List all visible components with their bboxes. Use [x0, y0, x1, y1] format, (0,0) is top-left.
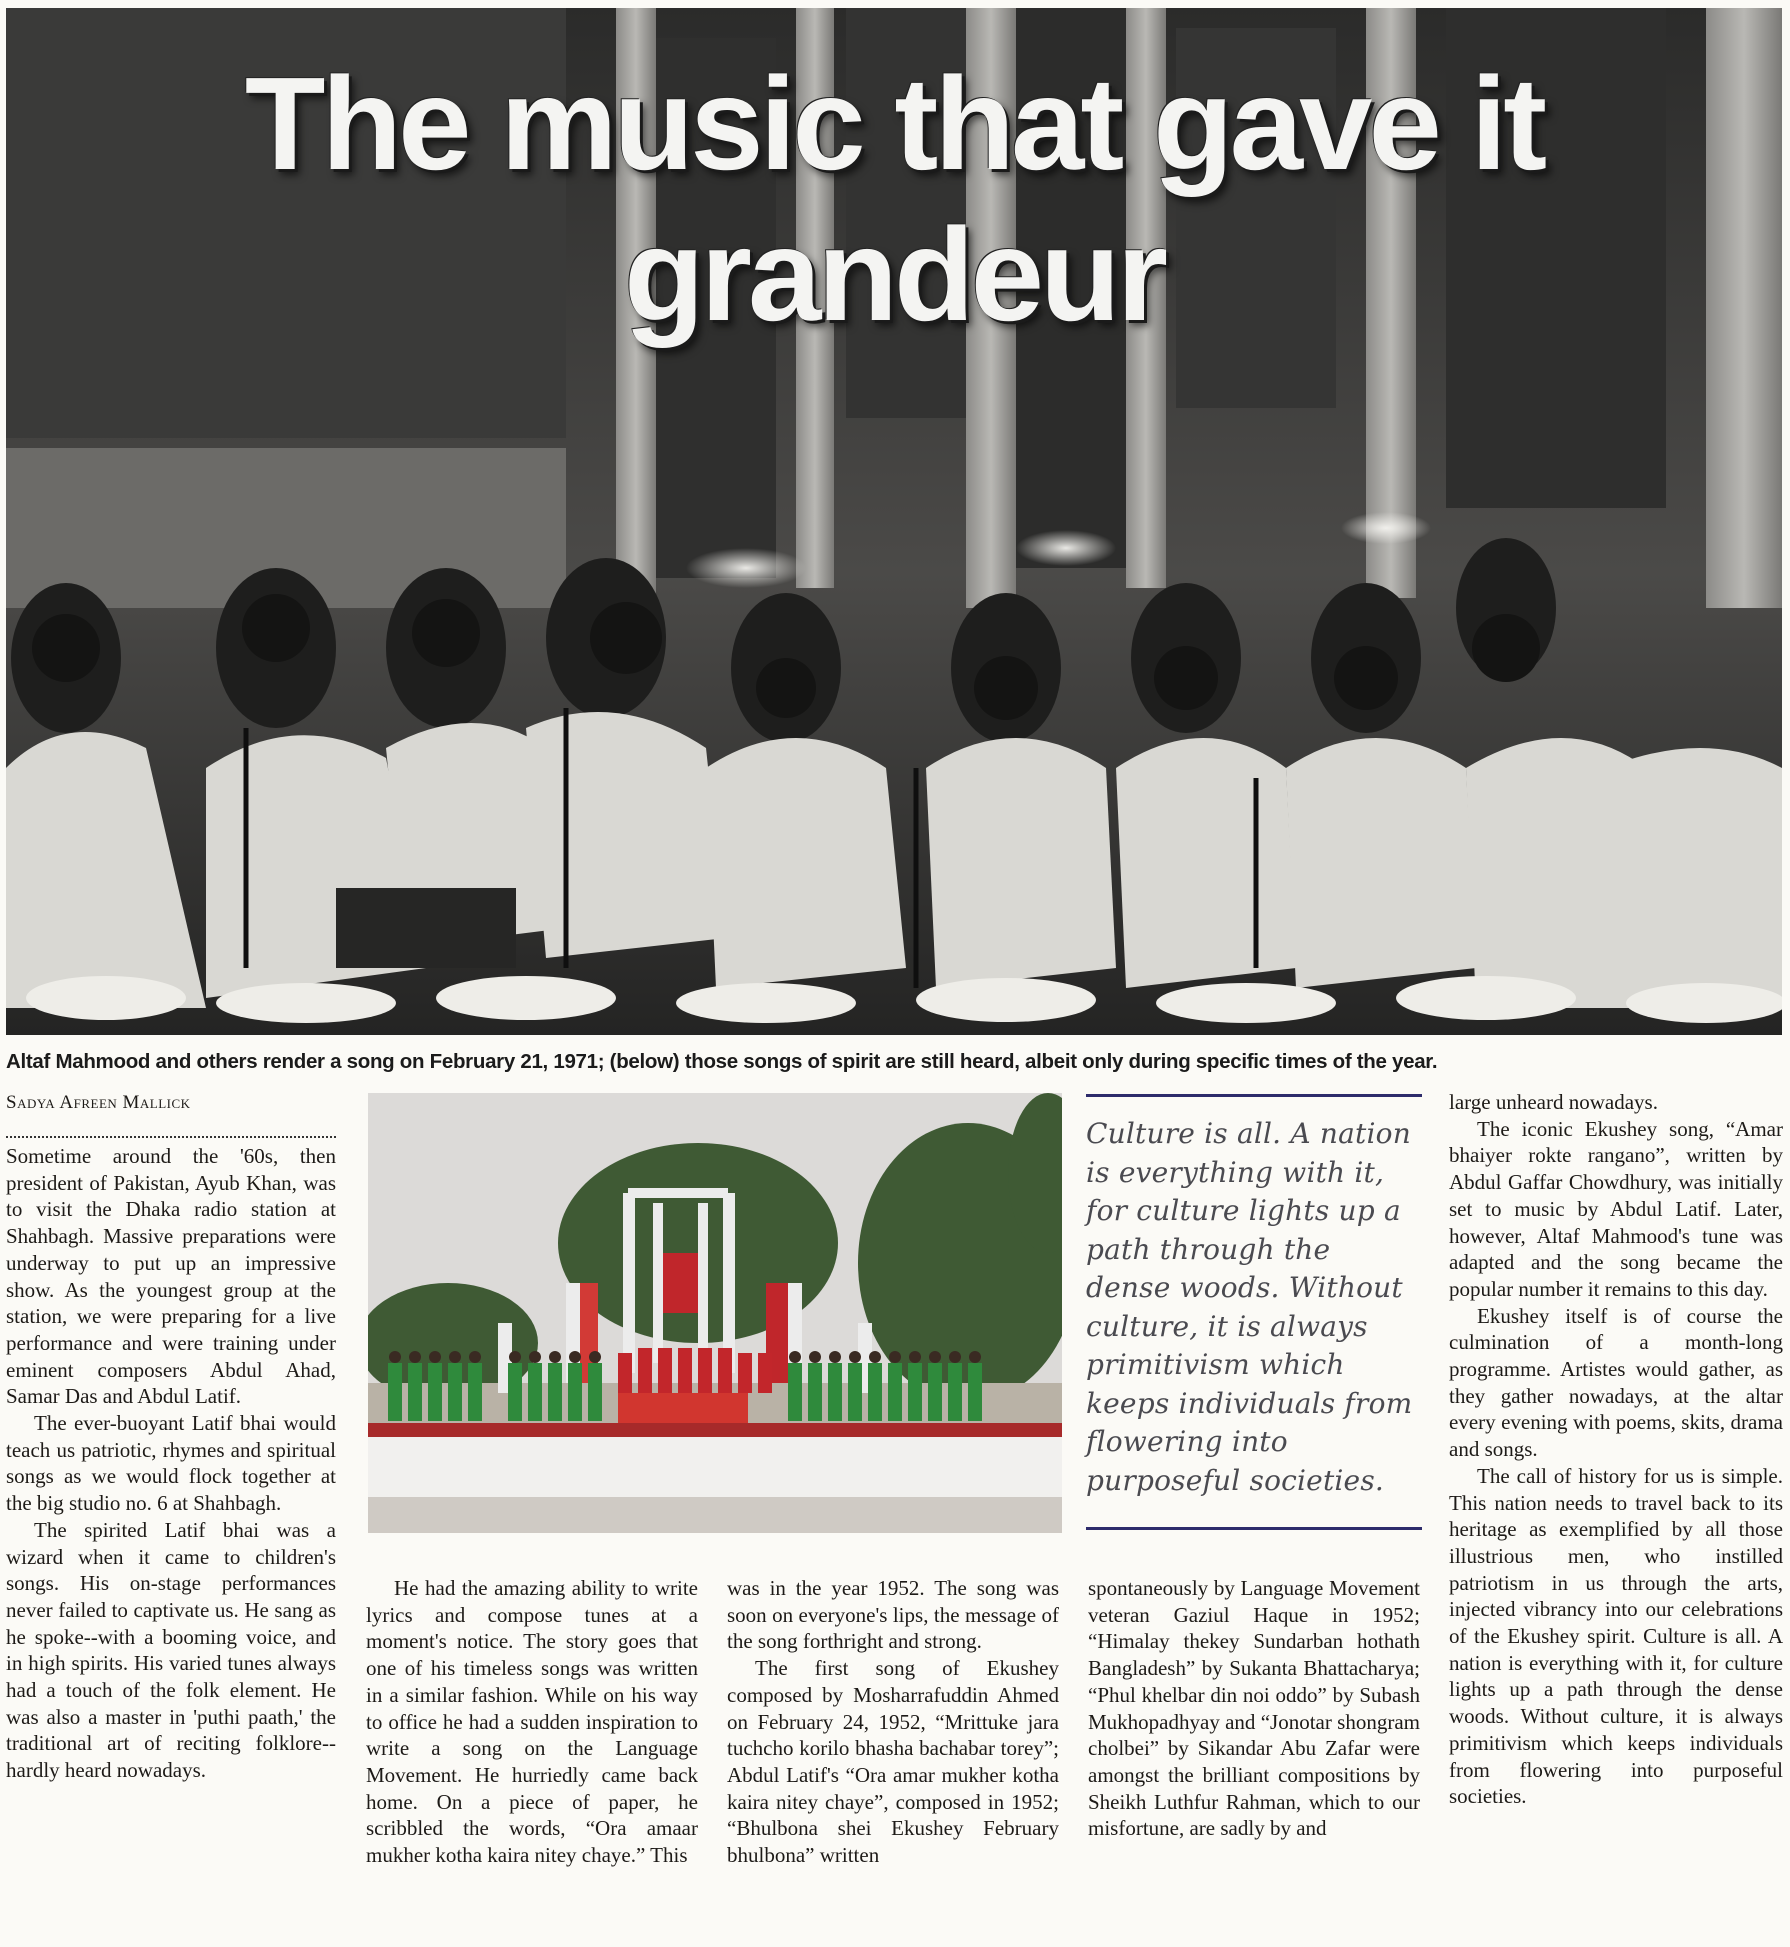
byline: Sadya Afreen Mallick — [6, 1092, 191, 1113]
article-column-3 — [727, 1575, 1059, 1869]
paragraph: He had the amazing ability to write lyrics and compose tunes at a moment's notice. The story goes that one of his timeless songs was written in a similar fashion. While on his way to office he had a sudden inspiration to write a song on the Language Movement. He hurriedly came back home. On a piece of paper, he scribbled the words, “Ora amaar mukher kotha kaira nitey chaye.” This — [366, 1576, 698, 1868]
paragraph: Sometime around the '60s, then president of Pakistan, Ayub Khan, was to visit the Dhaka radio station at Shahbagh. Massive preparations were underway to put up an impressive show. As the youngest group at the station, we were preparing for a live performance and were training under eminent composers Abdul Ahad, Samar Das and Abdul Latif. — [6, 1144, 336, 1409]
article-column-2 — [366, 1575, 698, 1869]
paragraph: The ever-buoyant Latif bhai would teach us patriotic, rhymes and spiritual songs as we would flock together at the big studio no. 6 at Shahbagh. — [6, 1411, 336, 1516]
paragraph: The first song of Ekushey composed by Mosharrafuddin Ahmed on February 24, 1952, “Mrittuke jara tuchcho korilo bhasha bachabar torey”; Abdul Latif's “Ora amar mukher kotha kaira nitey chaye”, composed in 1952; “Bhulbona shei Ekushey February bhulbona” written — [727, 1656, 1059, 1868]
paragraph: Ekushey itself is of course the culmination of a month-long programme. Artistes would gather, as they gather nowadays, at the altar every evening with poems, skits, drama and songs. — [1449, 1303, 1783, 1462]
article-column-4 — [1088, 1575, 1420, 1842]
article-column-1 — [6, 1143, 336, 1784]
article-column-5 — [1449, 1089, 1783, 1810]
paragraph: was in the year 1952. The song was soon on everyone's lips, the message of the song forthright and strong. — [727, 1576, 1059, 1654]
paragraph: The iconic Ekushey song, “Amar bhaiyer rokte rangano”, written by Abdul Gaffar Chowdhury, was initially set to music by Abdul Latif. Later, however, Altaf Mahmood's tune was adapted and the song became the popular number it remains to this day. — [1449, 1116, 1783, 1301]
stage-performance-photo — [368, 1093, 1062, 1533]
photo-caption: Altaf Mahmood and others render a song on February 21, 1971; (below) those songs of spirit are still heard, albeit only during specific times of the year. — [6, 1050, 1438, 1073]
paragraph: large unheard nowadays. — [1449, 1090, 1658, 1114]
pull-quote — [1086, 1094, 1422, 1530]
inset-photo — [368, 1093, 1062, 1533]
paragraph: spontaneously by Language Movement veteran Gaziul Haque in 1952; “Himalay thekey Sundarban hothath Bangladesh” by Sukanta Bhattacharya; “Phul khelbar din noi oddo” by Subash Mukhopadhyay and “Jonotar shongram cholbei” by Sikandar Abu Zafar were amongst the brilliant compositions by Sheikh Luthfur Rahman, which to our misfortune, are sadly by and — [1088, 1576, 1420, 1841]
pull-quote-text: Culture is all. A nation is everything with it, for culture lights up a path through the dense woods. Without culture, it is always primitivism which keeps individuals from flowering into purposeful societies. — [1086, 1117, 1413, 1497]
paragraph: The call of history for us is simple. This nation needs to travel back to its heritage as exemplified by all those illustrious men, who instilled patriotism in us through the arts, injected vibrancy into our celebrations of the Ekushey spirit. Culture is all. A nation is everything with it, for culture lights up a path through the dense woods. Without culture, it is always primitivism which keeps individuals from flowering into purposeful societies. — [1449, 1463, 1783, 1809]
hero-photo — [6, 8, 1782, 1035]
byline-divider — [6, 1136, 336, 1138]
paragraph: The spirited Latif bhai was a wizard when it came to children's songs. His on-stage performances never failed to captivate us. He sang as he spoke--with a booming voice, and in high spirits. His varied tunes always had a touch of the folk element. He was also a master in 'puthi paath,' the traditional art of reciting folklore--hardly heard nowadays. — [6, 1517, 336, 1783]
headline: The music that gave it grandeur — [244, 50, 1544, 348]
